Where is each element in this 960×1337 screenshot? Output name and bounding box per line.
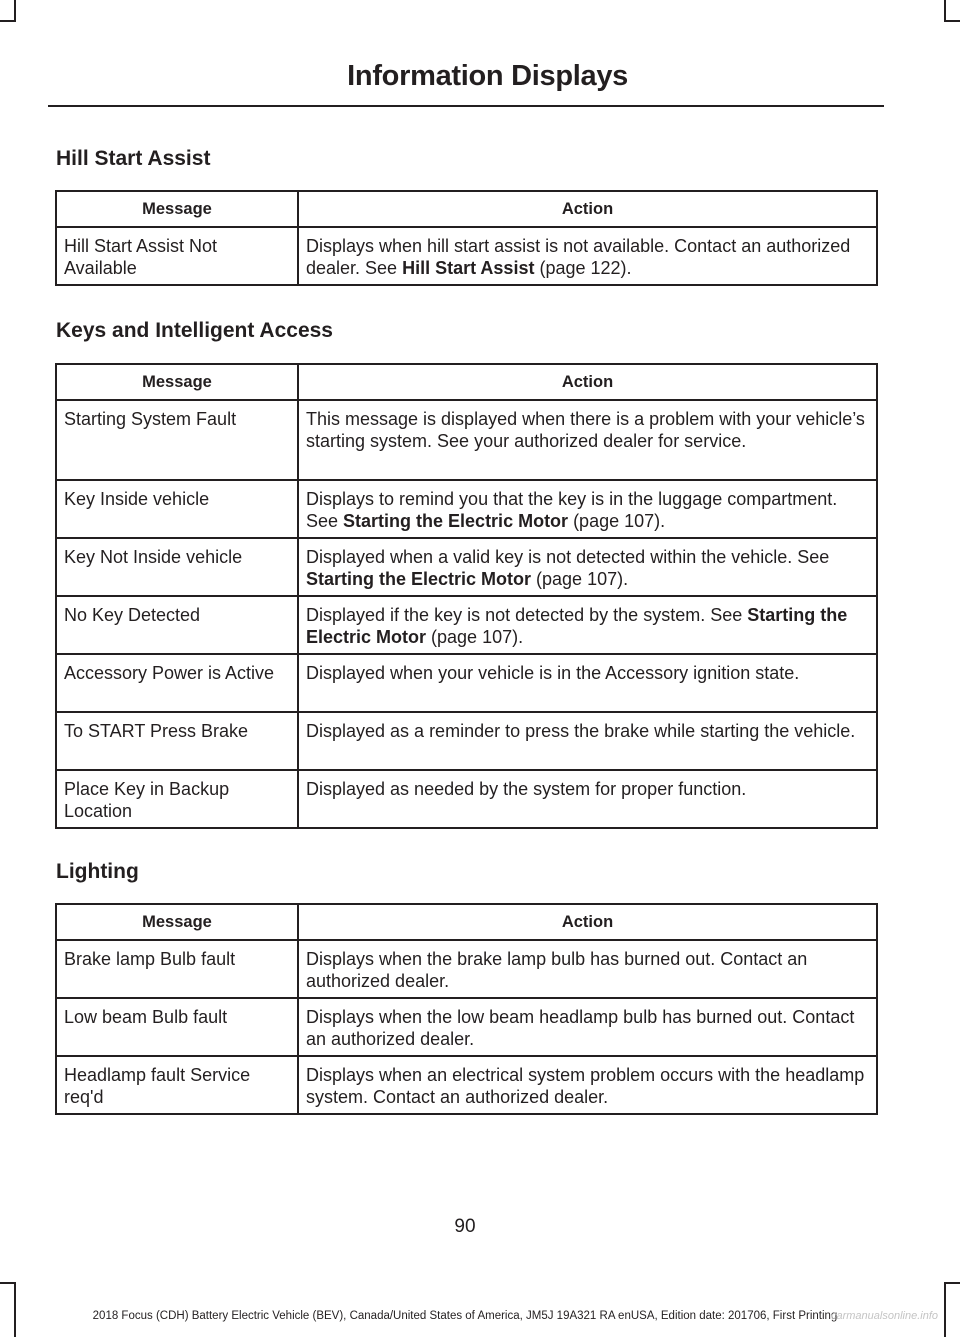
action-cell: This message is displayed when there is a problem with your vehicle’s starting system. See your authorized dealer for service.	[306, 409, 865, 451]
section-title: Keys and Intelligent Access	[56, 319, 333, 342]
crop-mark	[0, 20, 16, 22]
column-header-message: Message	[56, 904, 298, 940]
table-row	[56, 227, 877, 285]
action-cell: Displays when the low beam headlamp bulb has burned out. Contact an authorized dealer.	[306, 1007, 855, 1049]
cross-reference: Starting the Electric Motor	[343, 511, 569, 531]
message-cell: Accessory Power is Active	[64, 663, 275, 683]
cross-reference: Starting the Electric Motor	[306, 605, 848, 647]
crop-mark	[944, 1282, 946, 1337]
table-header-row	[56, 904, 877, 940]
table-row	[56, 712, 877, 770]
message-cell: Headlamp fault Service req'd	[64, 1065, 251, 1107]
page-title: Information Displays	[347, 60, 628, 92]
action-cell: Displays when the brake lamp bulb has burned out. Contact an authorized dealer.	[306, 949, 808, 991]
action-cell: Displayed as needed by the system for proper function.	[306, 779, 747, 799]
message-table	[55, 190, 878, 286]
column-header-action: Action	[298, 364, 877, 400]
message-cell: Hill Start Assist Not Available	[64, 236, 218, 278]
action-cell: Displays when an electrical system problem occurs with the headlamp system. Contact an authorized dealer.	[306, 1065, 865, 1107]
message-cell: To START Press Brake	[64, 721, 249, 741]
section-title: Lighting	[56, 860, 139, 883]
crop-mark	[944, 0, 946, 22]
message-cell: No Key Detected	[64, 605, 201, 625]
crop-mark	[14, 0, 16, 22]
message-cell: Low beam Bulb fault	[64, 1007, 228, 1027]
table-header-row	[56, 191, 877, 227]
section-title: Hill Start Assist	[56, 147, 211, 170]
crop-mark	[944, 20, 960, 22]
action-cell: Displayed when your vehicle is in the Accessory ignition state.	[306, 663, 800, 683]
header-divider	[48, 105, 884, 107]
crop-mark	[944, 1282, 960, 1284]
table-row	[56, 400, 877, 480]
column-header-message: Message	[56, 191, 298, 227]
action-cell: Displayed as a reminder to press the brake while starting the vehicle.	[306, 721, 856, 741]
message-table	[55, 363, 878, 829]
table-row	[56, 1056, 877, 1114]
action-cell: Displays when hill start assist is not available. Contact an authorized dealer. See Hill Start Assist (page 122).	[306, 236, 851, 278]
column-header-message: Message	[56, 364, 298, 400]
publication-info: 2018 Focus (CDH) Battery Electric Vehicle (BEV), Canada/United States of America, JM5J 19A321 RA enUSA, Edition date: 201706, First Printing	[92, 1310, 838, 1322]
column-header-action: Action	[298, 904, 877, 940]
message-cell: Brake lamp Bulb fault	[64, 949, 236, 969]
table-row	[56, 480, 877, 538]
action-cell: Displayed when a valid key is not detected within the vehicle. See Starting the Electric Motor (page 107).	[306, 547, 830, 589]
message-table	[55, 903, 878, 1115]
action-cell: Displays to remind you that the key is in the luggage compartment. See Starting the Electric Motor (page 107).	[306, 489, 838, 531]
table-row	[56, 596, 877, 654]
table-row	[56, 998, 877, 1056]
crop-mark	[0, 1282, 16, 1284]
table-row	[56, 770, 877, 828]
action-cell: Displayed if the key is not detected by the system. See Starting the Electric Motor (page 107).	[306, 605, 848, 647]
message-cell: Key Not Inside vehicle	[64, 547, 243, 567]
table-row	[56, 654, 877, 712]
watermark: carmanualsonline.info	[830, 1310, 938, 1322]
column-header-action: Action	[298, 191, 877, 227]
message-cell: Starting System Fault	[64, 409, 237, 429]
cross-reference: Starting the Electric Motor	[306, 569, 532, 589]
table-header-row	[56, 364, 877, 400]
page-number: 90	[454, 1216, 476, 1237]
table-row	[56, 940, 877, 998]
table-row	[56, 538, 877, 596]
message-cell: Place Key in Backup Location	[64, 779, 230, 821]
cross-reference: Hill Start Assist	[402, 258, 535, 278]
message-cell: Key Inside vehicle	[64, 489, 210, 509]
